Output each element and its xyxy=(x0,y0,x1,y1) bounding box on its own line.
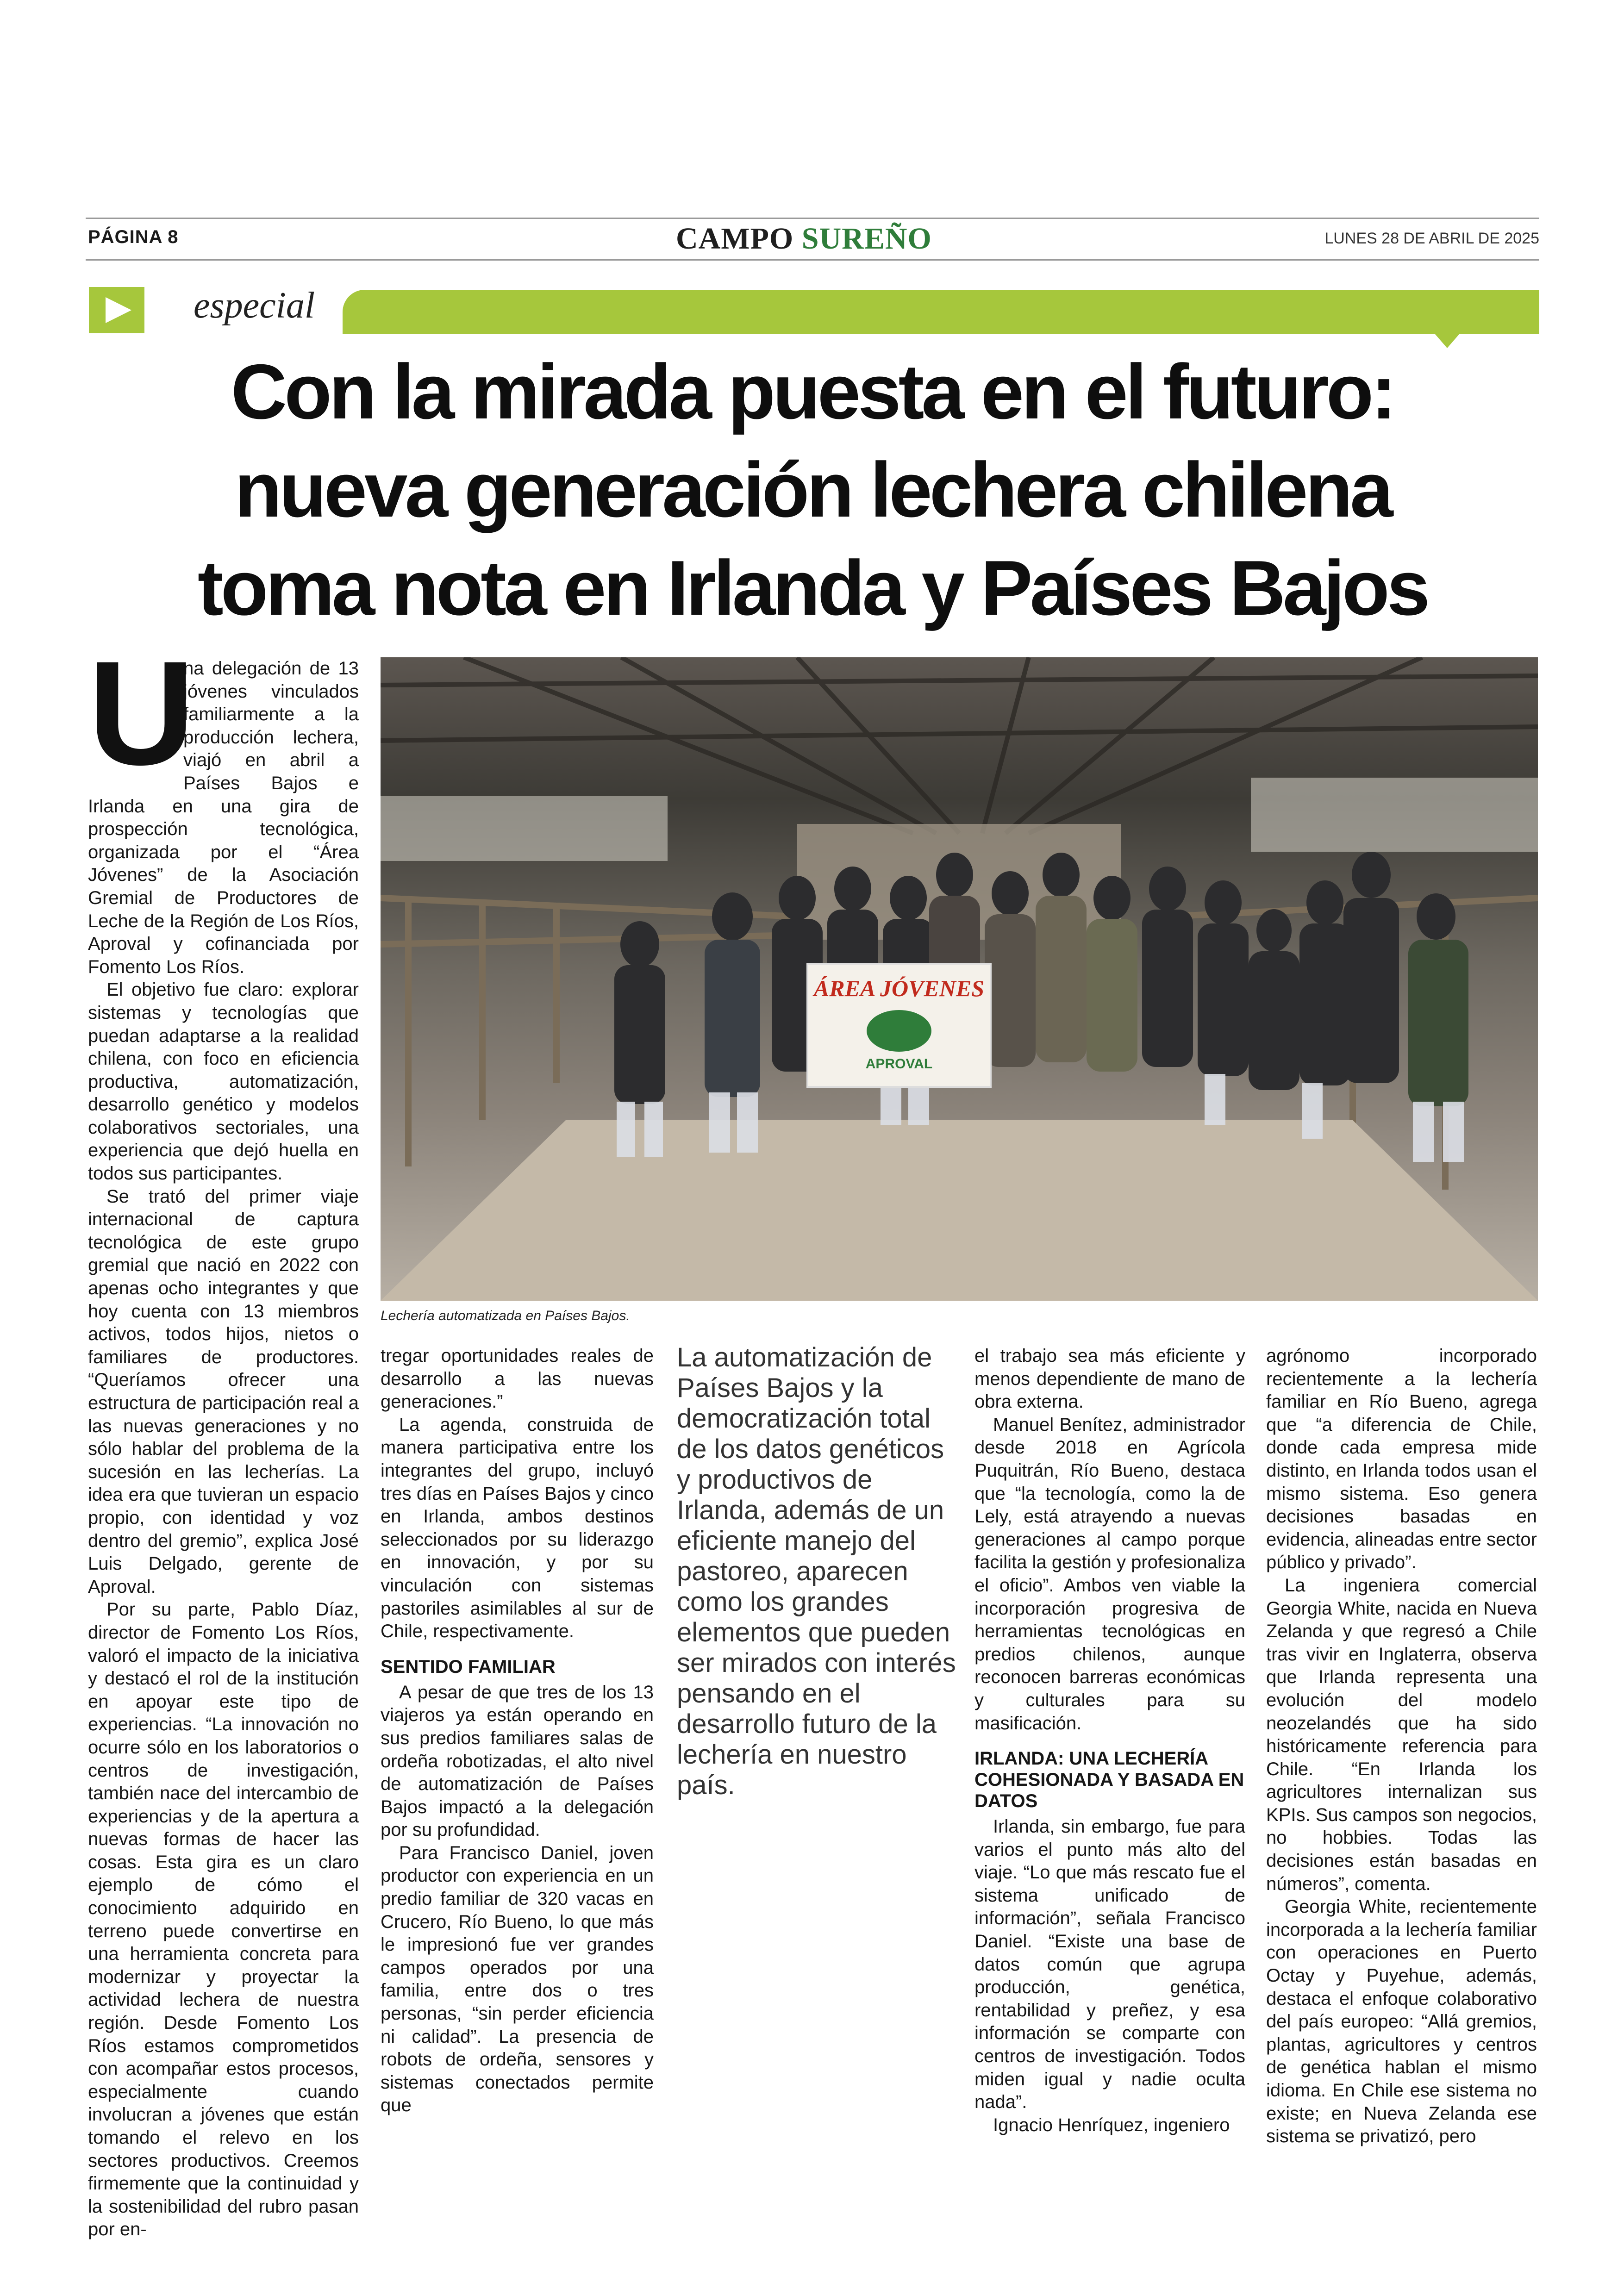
header-rule-bottom xyxy=(86,259,1539,261)
dropcap-box xyxy=(88,630,195,796)
group-photo xyxy=(381,657,1538,1301)
pull-quote: La automatización de Países Bajos y la democratización total de los datos genéticos y productivos de Irlanda, además de un eficiente manejo del pastoreo, aparecen como los grandes elementos que pueden ser mirados con interés pensando en el desarrollo futuro de la lechería en nuestro país. xyxy=(677,1342,956,1800)
subhead-sentido-familiar: SENTIDO FAMILIAR xyxy=(381,1656,556,1677)
cow-logo-icon xyxy=(867,1010,931,1052)
headline xyxy=(194,343,1430,637)
article-column-2 xyxy=(381,1345,654,2117)
article-column-1 xyxy=(88,630,359,2241)
paragraph: La ingeniera comercial Georgia White, nacida en Nueva Zelanda y que regresó a Chile tras vivir en Inglaterra, observa que Irlanda representa una evolución del modelo neozelandés que ha sido históricamente referencia para Chile. “En Irlanda los agricultores internalizan sus KPIs. Sus campos son negocios, no hobbies. Todas las decisiones están basadas en números”, comenta. xyxy=(1266,1575,1537,1894)
banner-title: ÁREA JÓVENES xyxy=(813,975,985,1001)
paragraph: na delegación de 13 jóvenes vinculados familiarmente a la producción lechera, viajó en abril a Países Bajos e Irlanda en una gira de prospección tecnológica, organizada por el “Área Jóvenes” de la Asociación Gremial de Productores de Leche de la Región de Los Ríos, Aproval y cofinanciada por Fomento Los Ríos. xyxy=(88,658,359,977)
section-banner-bar xyxy=(343,290,1539,334)
paragraph: La agenda, construida de manera participativa entre los integrantes del grupo, incluyó tres días en Países Bajos y cinco en Irlanda, ambos destinos seleccionados por su liderazgo en innovación, y por su vinculación con sistemas pastoriles asimilables al sur de Chile, respectivamente. xyxy=(381,1414,654,1642)
paragraph: Irlanda, sin embargo, fue para varios el punto más alto del viaje. “Lo que más rescato fue el sistema unificado de información”, señala Francisco Daniel. “Existe una base de datos común que agrupa producción, genética, rentabilidad y preñez, y esa información se comparte con centros de investigación. Todos miden igual y nadie oculta nada”. xyxy=(974,1816,1245,2113)
headline-line-3: toma nota en Irlanda y Países Bajos xyxy=(197,544,1428,631)
area-jovenes-banner xyxy=(806,963,992,1088)
article-column-4 xyxy=(974,1345,1245,2137)
headline-line-2: nueva generación lechera chilena xyxy=(234,446,1391,533)
masthead-sureno: SUREÑO xyxy=(801,222,932,256)
banner-brand: APROVAL xyxy=(865,1056,933,1072)
paragraph: agrónomo incorporado recientemente a la lechería familiar en Río Bueno, agrega que “a diferencia de Chile, donde cada empresa mide distinto, en Irlanda todos usan el mismo sistema. Eso genera decisiones basadas en evidencia, alineadas entre sector público y privado”. xyxy=(1266,1346,1537,1573)
masthead xyxy=(676,221,932,256)
paragraph: Ignacio Henríquez, ingeniero xyxy=(993,2114,1230,2135)
paragraph: Por su parte, Pablo Díaz, director de Fomento Los Ríos, valoró el impacto de la iniciativa y destacó el rol de la institución en apoyar este tipo de experiencias. “La innovación no ocurre sólo en los laboratorios o centros de investigación, también nace del intercambio de experiencias y de la apertura a nuevas formas de hacer las cosas. Esta gira es un claro ejemplo de cómo el conocimiento adquirido en terreno puede convertirse en una herramienta concreta para modernizar y proyectar la actividad lechera de nuestra región. Desde Fomento Los Ríos estamos comprometidos con acompañar estos procesos, especialmente cuando involucran a jóvenes que están tomando el relevo en los sectores productivos. Creemos firmemente que la continuidad y la sostenibilidad del rubro pasan por en- xyxy=(88,1599,359,2240)
dropcap: U xyxy=(88,630,195,796)
paragraph: tregar oportunidades reales de desarrollo a las nuevas generaciones.” xyxy=(381,1346,654,1412)
paragraph: A pesar de que tres de los 13 viajeros ya están operando en sus predios familiares salas de ordeña robotizadas, el alto nivel de automatización de Países Bajos impactó a la delegación por su profundidad. xyxy=(381,1682,654,1840)
photo-caption: Lechería automatizada en Países Bajos. xyxy=(381,1308,630,1323)
paragraph: Manuel Benítez, administrador desde 2018 en Agrícola Puquitrán, Río Bueno, destaca que “la tecnología, como la de Lely, está atrayendo a nuevas generaciones al campo porque facilita la gestión y profesionaliza el oficio”. Ambos ven viable la incorporación progresiva de herramientas tecnológicas en predios chilenos, aunque reconocen barreras económicas y culturales para su masificación. xyxy=(974,1414,1245,1734)
play-arrow-icon xyxy=(89,287,144,333)
paragraph: Para Francisco Daniel, joven productor con experiencia en un predio familiar de 320 vacas en Crucero, Río Bueno, lo que más le impresionó fue ver grandes campos operados por una familia, entre dos o tres personas, “sin perder eficiencia ni calidad”. La presencia de robots de ordeña, sensores y sistemas conectados permite que xyxy=(381,1842,654,2116)
masthead-campo: CAMPO xyxy=(676,222,794,256)
paragraph: El objetivo fue claro: explorar sistemas y tecnologías que puedan adaptarse a la realidad chilena, con foco en eficiencia productiva, automatización, desarrollo genético y modelos colaborativos sectoriales, una experiencia que dejó huella en todos sus participantes. xyxy=(88,979,359,1184)
paragraph: Se trató del primer viaje internacional de captura tecnológica de este grupo gremial que nació en 2022 con apenas ocho integrantes y que hoy cuenta con 13 miembros activos, todos hijos, nietos o familiares de productores. “Queríamos ofrecer una estructura de participación real a las nuevas generaciones y no sólo hablar del problema de la sucesión en las lecherías. La idea era que tuvieran un espacio propio, con identidad y voz dentro del gremio”, explica José Luis Delgado, gerente de Aproval. xyxy=(88,1186,359,1597)
section-banner-notch xyxy=(1435,334,1459,348)
paragraph: Georgia White, recientemente incorporada a la lechería familiar con operaciones en Puerto Octay y Puyehue, además, destaca el enfoque colaborativo del país europeo: “Allá gremios, plantas, agricultores y centros de genética hablan el mismo idioma. En Chile ese sistema no existe; en Nueva Zelanda ese sistema se privatizó, pero xyxy=(1266,1896,1537,2147)
article-column-5 xyxy=(1266,1345,1537,2148)
header-rule-top xyxy=(86,218,1539,219)
subhead-irlanda: IRLANDA: UNA LECHERÍA COHESIONADA Y BASADA EN DATOS xyxy=(974,1748,1244,1812)
section-label: especial xyxy=(194,285,315,326)
page-number: PÁGINA 8 xyxy=(88,227,179,247)
paragraph: el trabajo sea más eficiente y menos dependiente de mano de obra externa. xyxy=(974,1346,1245,1412)
headline-line-1: Con la mirada puesta en el futuro: xyxy=(231,348,1394,435)
publication-date: LUNES 28 DE ABRIL DE 2025 xyxy=(1324,230,1539,247)
